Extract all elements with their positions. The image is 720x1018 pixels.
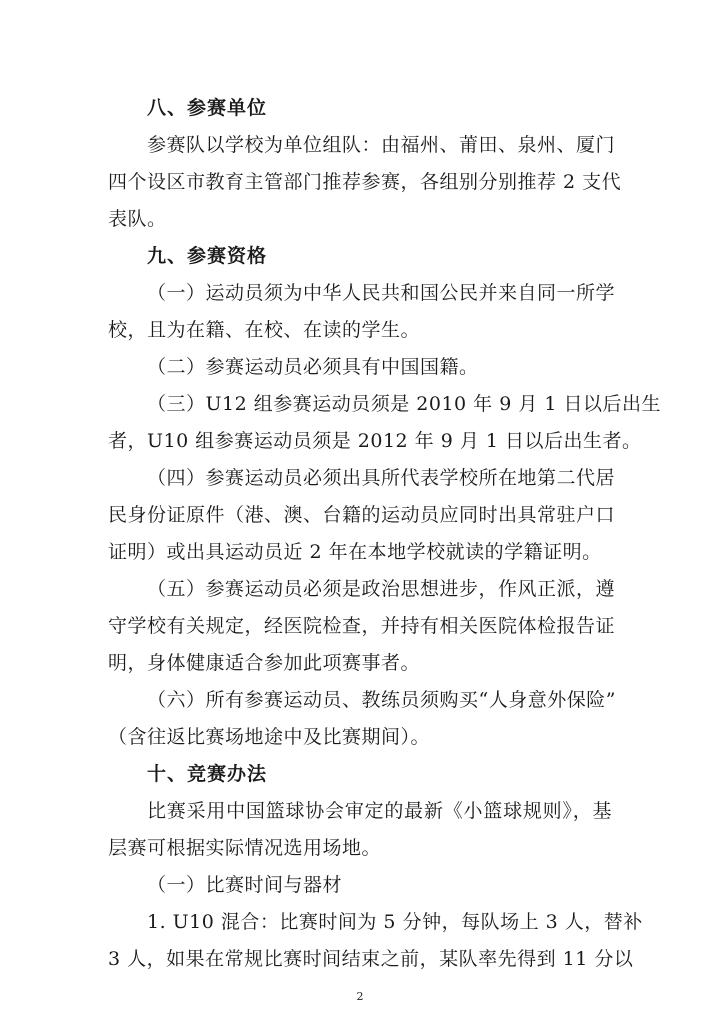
paragraph-line: 校，且为在籍、在校、在读的学生。: [108, 319, 421, 341]
paragraph-line: 者，U10 组参赛运动员须是 2012 年 9 月 1 日以后出生者。: [108, 430, 642, 452]
section-heading-9: 九、参赛资格: [147, 245, 268, 267]
paragraph-line: 参赛队以学校为单位组队：由福州、莆田、泉州、厦门: [147, 134, 616, 156]
paragraph-line: （四）参赛运动员必须出具所代表学校所在地第二代居: [147, 467, 616, 489]
paragraph-line: 守学校有关规定，经医院检查，并持有相关医院体检报告证: [108, 615, 616, 637]
paragraph-line: 明，身体健康适合参加此项赛事者。: [108, 652, 421, 674]
paragraph-line: 表队。: [108, 208, 167, 230]
paragraph-line: 民身份证原件（港、澳、台籍的运动员应同时出具常驻户口: [108, 504, 616, 526]
paragraph-line: 1. U10 混合：比赛时间为 5 分钟，每队场上 3 人，替补: [147, 911, 643, 933]
paragraph-line: （一）运动员须为中华人民共和国公民并来自同一所学: [147, 282, 616, 304]
section-heading-10: 十、竞赛办法: [147, 763, 268, 785]
section-heading-8: 八、参赛单位: [147, 97, 268, 119]
paragraph-line: 层赛可根据实际情况选用场地。: [108, 837, 382, 859]
paragraph-line: 3 人，如果在常规比赛时间结束之前，某队率先得到 11 分以: [108, 948, 634, 970]
page-number: 2: [356, 990, 364, 1003]
paragraph-line: （含往返比赛场地途中及比赛期间）。: [108, 726, 431, 748]
paragraph-line: 比赛采用中国篮球协会审定的最新《小篮球规则》，基: [147, 800, 612, 822]
paragraph-line: 四个设区市教育主管部门推荐参赛，各组别分别推荐 2 支代: [108, 171, 622, 193]
paragraph-line: （六）所有参赛运动员、教练员须购买“人身意外保险”: [147, 689, 616, 711]
paragraph-line: （三）U12 组参赛运动员须是 2010 年 9 月 1 日以后出生: [147, 393, 661, 415]
paragraph-line: （一）比赛时间与器材: [147, 874, 343, 896]
paragraph-line: 证明）或出具运动员近 2 年在本地学校就读的学籍证明。: [108, 541, 602, 563]
paragraph-line: （二）参赛运动员必须具有中国国籍。: [147, 356, 479, 378]
paragraph-line: （五）参赛运动员必须是政治思想进步，作风正派，遵: [147, 578, 616, 600]
